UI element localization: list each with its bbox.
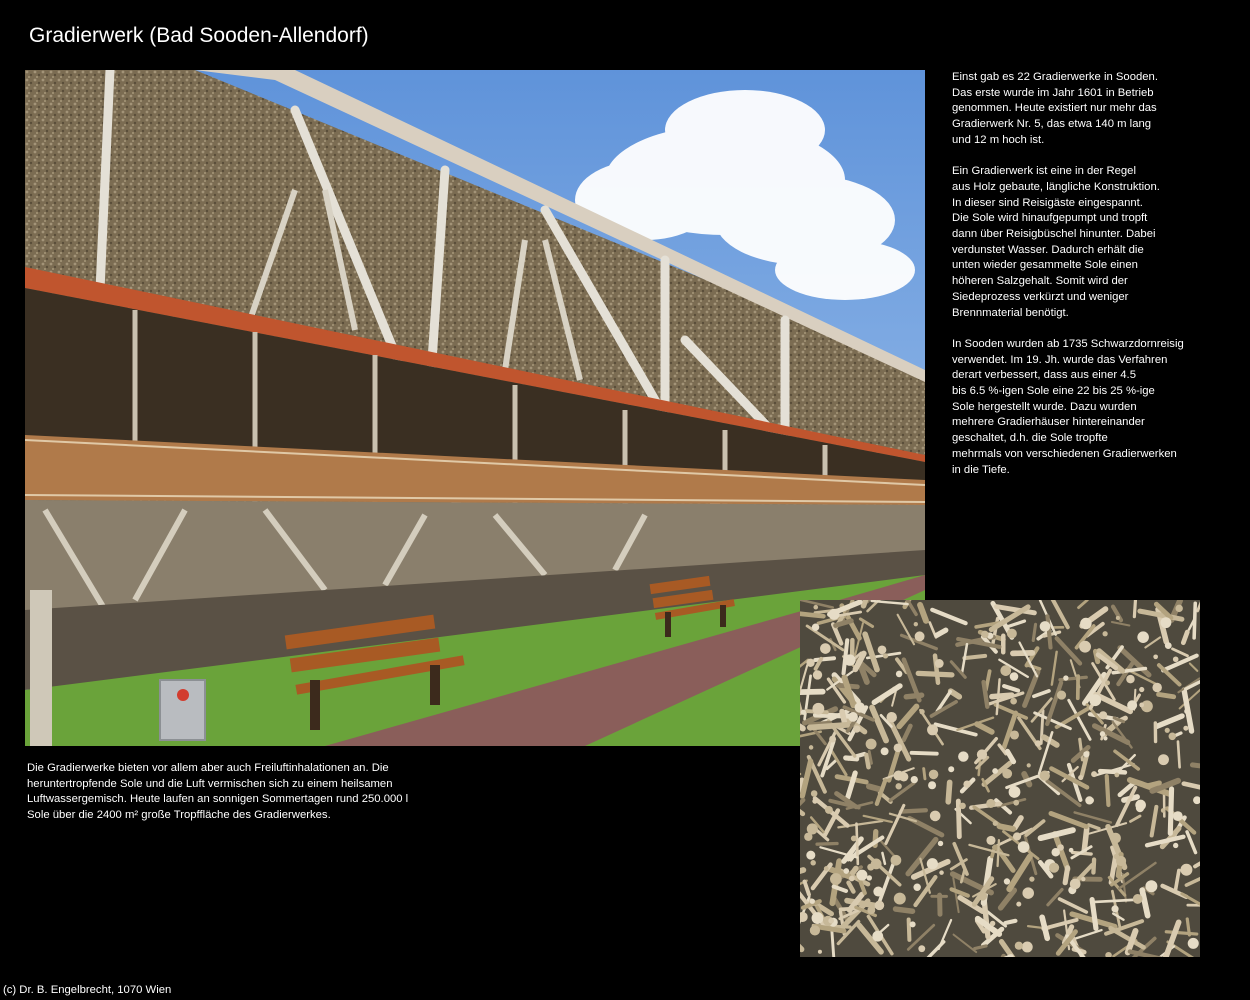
graduation-tower-photo: [25, 70, 925, 746]
description-text: [952, 70, 1214, 494]
copyright-footer: (c) Dr. B. Engelbrecht, 1070 Wien: [3, 984, 172, 996]
description-paragraph-construction: Ein Gradierwerk ist eine in der Regel aus Holz gebaute, längliche Konstruktion. In dieser sind Reisigäste eingespannt. Die Sole wird hinaufgepumpt und tropft dann über Reisigbüschel hinunter. Dabei verdunstet Wasser. Dadurch erhält die unten wieder gesammelte Sole einen höheren Salzgehalt. Somit wird der Siedeprozess verkürzt und weniger Brennmaterial benötigt.: [952, 165, 1160, 319]
photo-caption: Die Gradierwerke bieten vor allem aber auch Freiluftinhalationen an. Die heruntertropfende Sole und die Luft vermischen sich zu einem heilsamen Luftwassergemisch. Heute laufen an sonnigen Sommertagen rund 250.000 l Sole über die 2400 m² große Tropffläche des Gradierwerkes.: [27, 762, 409, 822]
description-paragraph-process: In Sooden wurden ab 1735 Schwarzdornreisig verwendet. Im 19. Jh. wurde das Verfahren derart verbessert, dass aus einer 4.5 bis 6.5 %-igen Sole eine 22 bis 25 %-ige Sole hergestellt wurde. Dazu wurden mehrere Gradierhäuser hintereinander geschaltet, d.h. die Sole tropfte mehrmals von verschiedenen Gradierwerken in die Tiefe.: [952, 337, 1184, 476]
description-paragraph-history: Einst gab es 22 Gradierwerke in Sooden. Das erste wurde im Jahr 1601 in Betrieb genommen. Heute existiert nur mehr das Gradierwerk Nr. 5, das etwa 140 m lang und 12 m hoch ist.: [952, 71, 1158, 146]
page-title: Gradierwerk (Bad Sooden-Allendorf): [29, 24, 369, 47]
thorn-twigs-detail-photo: [800, 600, 1200, 957]
